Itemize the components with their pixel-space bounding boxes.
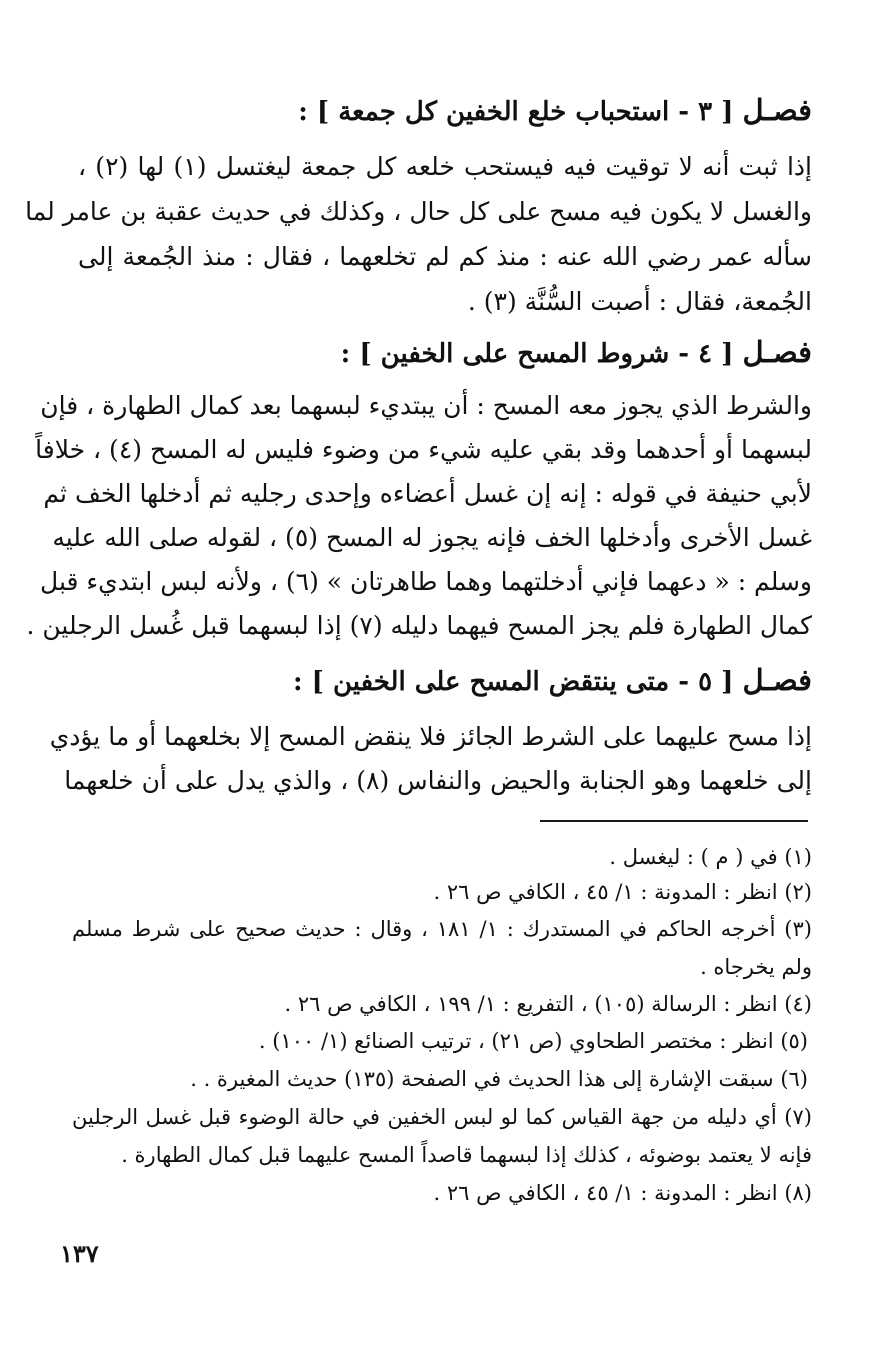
footnote-4: (٤) انظر : الرسالة (١٠٥) ، التفريع : ١/ ١٩٩ ، الكافي ص ٢٦ .: [284, 992, 812, 1016]
section-heading-3: [78, 88, 812, 134]
footnote-3: (٣) أخرجه الحاكم في المستدرك : ١/ ١٨١ ، وقال : حديث صحيح على شرط مسلم: [72, 917, 812, 941]
section-heading-fasl: فصـل: [742, 663, 812, 697]
footnote-7-continuation: فإنه لا يعتمد بوضوئه ، كذلك إذا لبسهما قاصداً المسح عليهما قبل كمال الطهارة .: [121, 1143, 812, 1167]
footnote-separator: [540, 820, 808, 822]
paragraph-line: إذا مسح عليهما على الشرط الجائز فلا ينقض المسح إلا بخلعهما أو ما يؤدي: [49, 722, 812, 751]
footnote-3-continuation: ولم يخرجاه .: [700, 955, 812, 979]
paragraph-line: غسل الأخرى وأدخلها الخف فإنه يجوز له المسح (٥) ، لقوله صلى الله عليه: [52, 523, 812, 552]
paragraph-line: الجُمعة، فقال : أصبت السُّنَّة (٣) .: [467, 287, 812, 316]
footnote-6: (٦) سبقت الإشارة إلى هذا الحديث في الصفحة (١٣٥) حديث المغيرة . .: [190, 1067, 808, 1091]
footnote-1: (١) في ( م ) : ليغسل .: [609, 845, 812, 869]
section-heading-title: [ ٣ - استحباب خلع الخفين كل جمعة ] :: [298, 97, 734, 127]
section-heading-4: [78, 330, 812, 376]
paragraph-line: سأله عمر رضي الله عنه : منذ كم لم تخلعهما ، فقال : منذ الجُمعة إلى: [78, 242, 812, 271]
section-heading-fasl: فصـل: [742, 93, 812, 127]
paragraph-line: وسلم : « دعهما فإني أدخلتهما وهما طاهرتان » (٦) ، ولأنه لبس ابتديء قبل: [40, 567, 812, 596]
section-heading-title: [ ٤ - شروط المسح على الخفين ] :: [340, 339, 734, 369]
page-number: ١٣٧: [60, 1239, 99, 1268]
section-heading-fasl: فصـل: [742, 335, 812, 369]
paragraph-line: إلى خلعهما وهو الجنابة والحيض والنفاس (٨) ، والذي يدل على أن خلعهما: [64, 766, 812, 795]
footnote-8: (٨) انظر : المدونة : ١/ ٤٥ ، الكافي ص ٢٦ .: [433, 1181, 812, 1205]
footnote-5: (٥) انظر : مختصر الطحاوي (ص ٢١) ، ترتيب الصنائع (١/ ١٠٠) .: [258, 1029, 808, 1053]
section-heading-5: [78, 658, 812, 704]
footnote-7: (٧) أي دليله من جهة القياس كما لو لبس الخفين في حالة الوضوء قبل غسل الرجلين: [72, 1105, 812, 1129]
section-heading-title: [ ٥ - متى ينتقض المسح على الخفين ] :: [292, 667, 734, 697]
paragraph-line: والشرط الذي يجوز معه المسح : أن يبتديء لبسهما بعد كمال الطهارة ، فإن: [40, 391, 812, 420]
footnote-2: (٢) انظر : المدونة : ١/ ٤٥ ، الكافي ص ٢٦ .: [433, 880, 812, 904]
paragraph-line: لبسهما أو أحدهما وقد بقي عليه شيء من وضوء فليس له المسح (٤) ، خلافاً: [35, 435, 812, 464]
paragraph-line: والغسل لا يكون فيه مسح على كل حال ، وكذلك في حديث عقبة بن عامر لما: [25, 197, 812, 226]
paragraph-line: إذا ثبت أنه لا توقيت فيه فيستحب خلعه كل جمعة ليغتسل (١) لها (٢) ،: [78, 152, 812, 181]
paragraph-line: كمال الطهارة فلم يجز المسح فيهما دليله (٧) إذا لبسهما قبل غُسل الرجلين .: [26, 611, 812, 640]
paragraph-line: لأبي حنيفة في قوله : إنه إن غسل أعضاءه وإحدى رجليه ثم أدخلها الخف ثم: [43, 479, 812, 508]
